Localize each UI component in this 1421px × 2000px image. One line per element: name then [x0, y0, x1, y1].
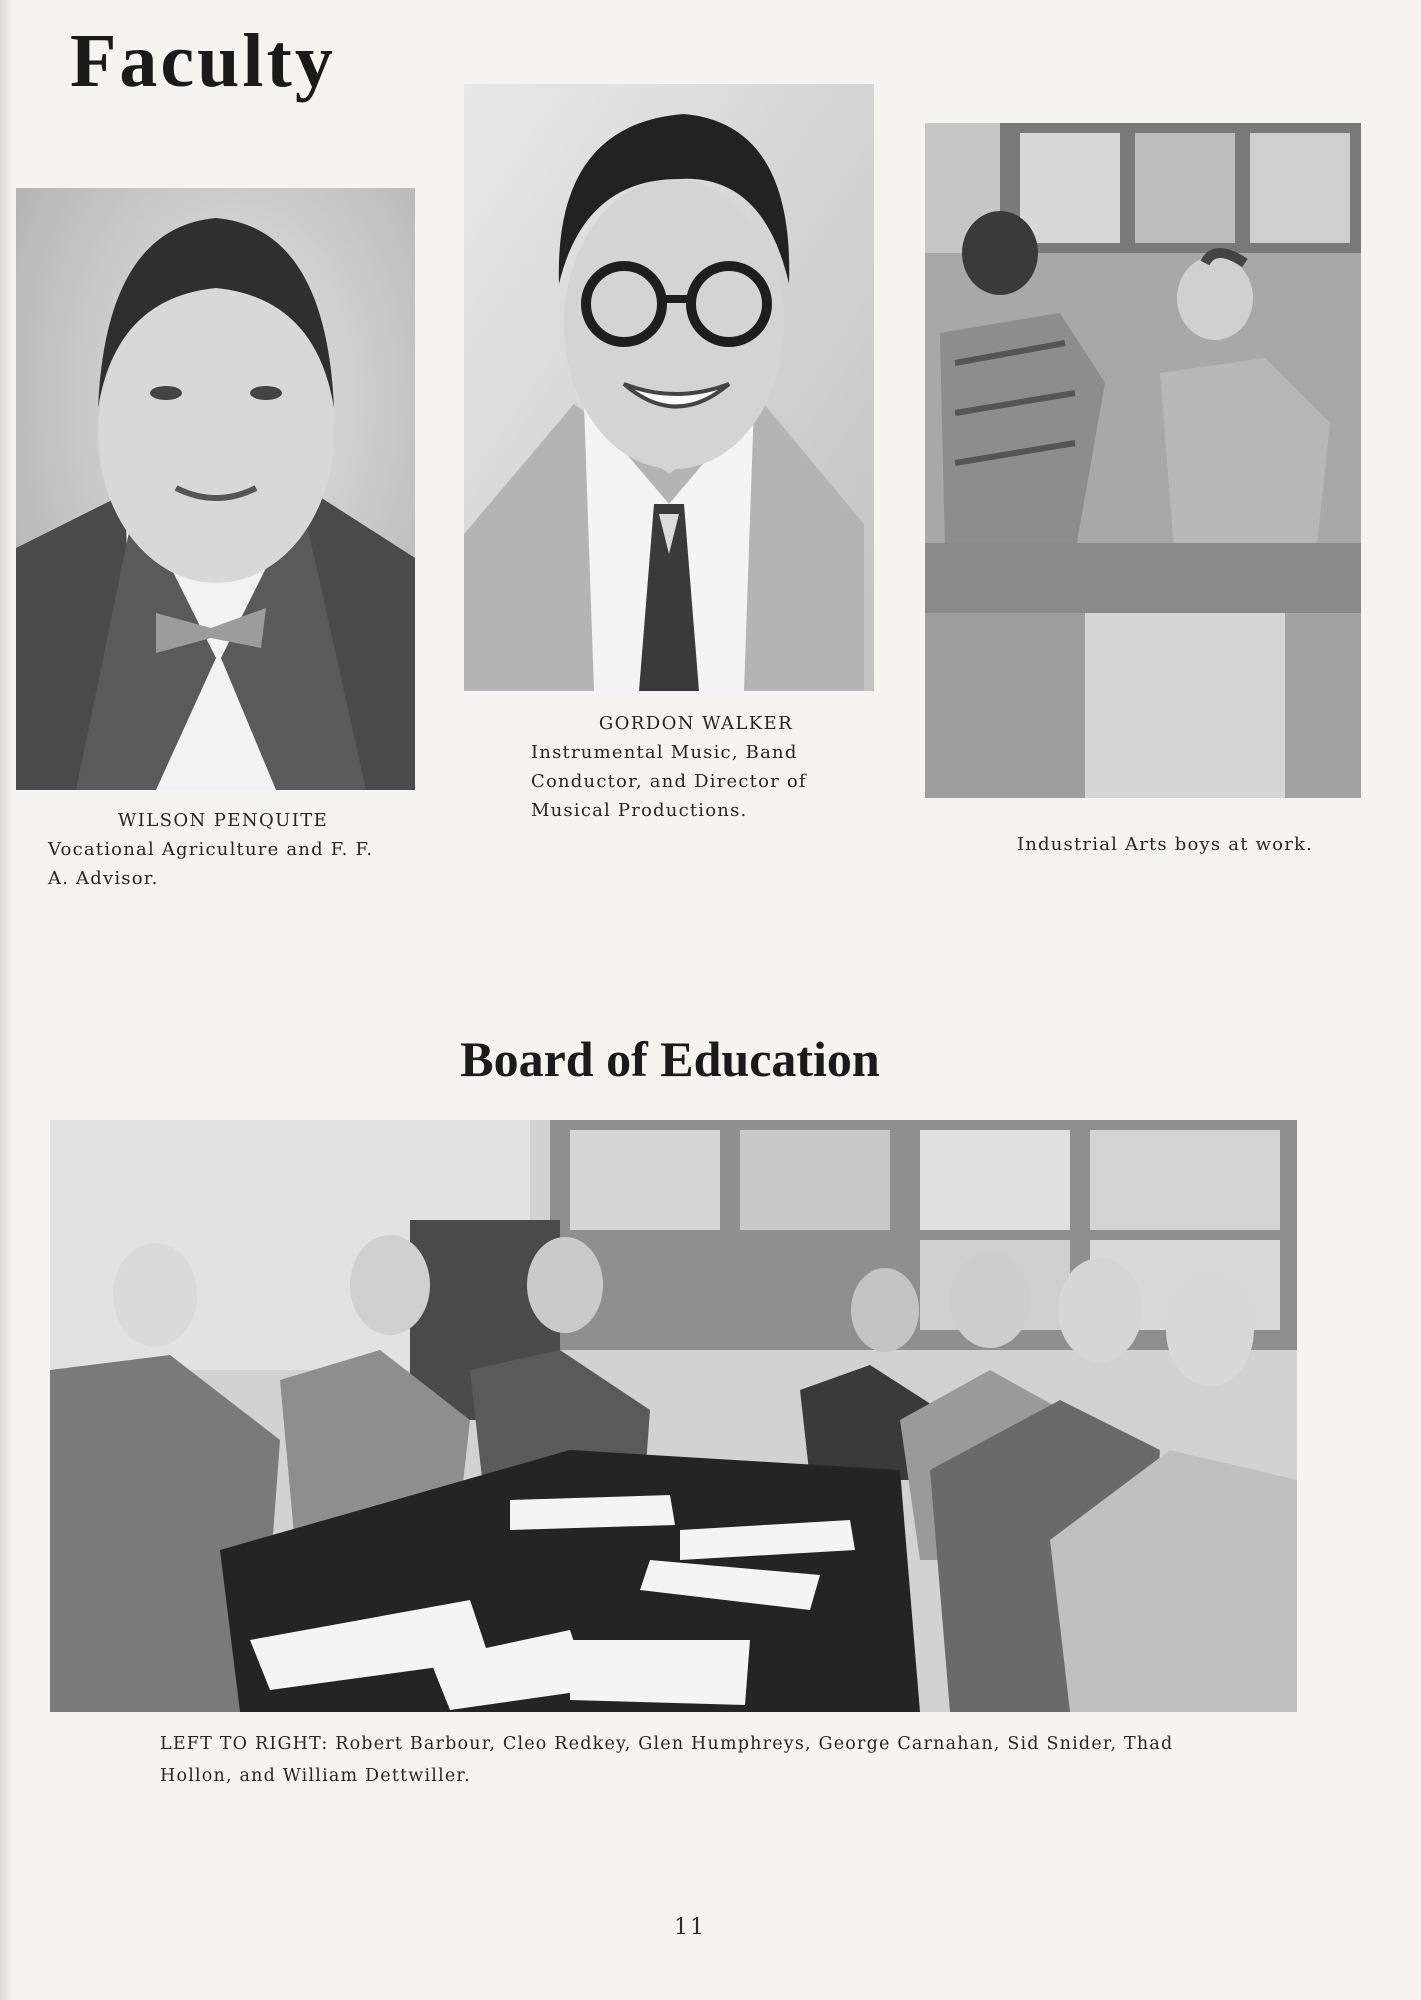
penquite-portrait-photo [16, 188, 415, 790]
walker-name: GORDON WALKER [598, 713, 794, 734]
page-gutter-shadow [0, 0, 14, 2000]
board-of-education-caption: LEFT TO RIGHT: Robert Barbour, Cleo Redkey, Glen Humphreys, George Carnahan, Sid Snider, Thad Hollon, and William Dettwiller. [160, 1734, 1174, 1786]
industrial-arts-caption: Industrial Arts boys at work. [1016, 834, 1314, 855]
walker-description: Instrumental Music, Band Conductor, and Director of Musical Productions. [531, 742, 807, 821]
page-number: 11 [674, 1915, 706, 1940]
penquite-caption [48, 806, 398, 893]
penquite-description: Vocational Agriculture and F. F. A. Advisor. [48, 839, 374, 889]
board-of-education-group-photo [50, 1120, 1297, 1712]
board-of-education-heading: Board of Education [460, 1031, 880, 1087]
walker-caption [531, 709, 861, 825]
penquite-name: WILSON PENQUITE [117, 810, 329, 831]
industrial-arts-photo [925, 123, 1361, 798]
faculty-heading: Faculty [70, 19, 336, 103]
walker-portrait-photo [464, 84, 874, 691]
